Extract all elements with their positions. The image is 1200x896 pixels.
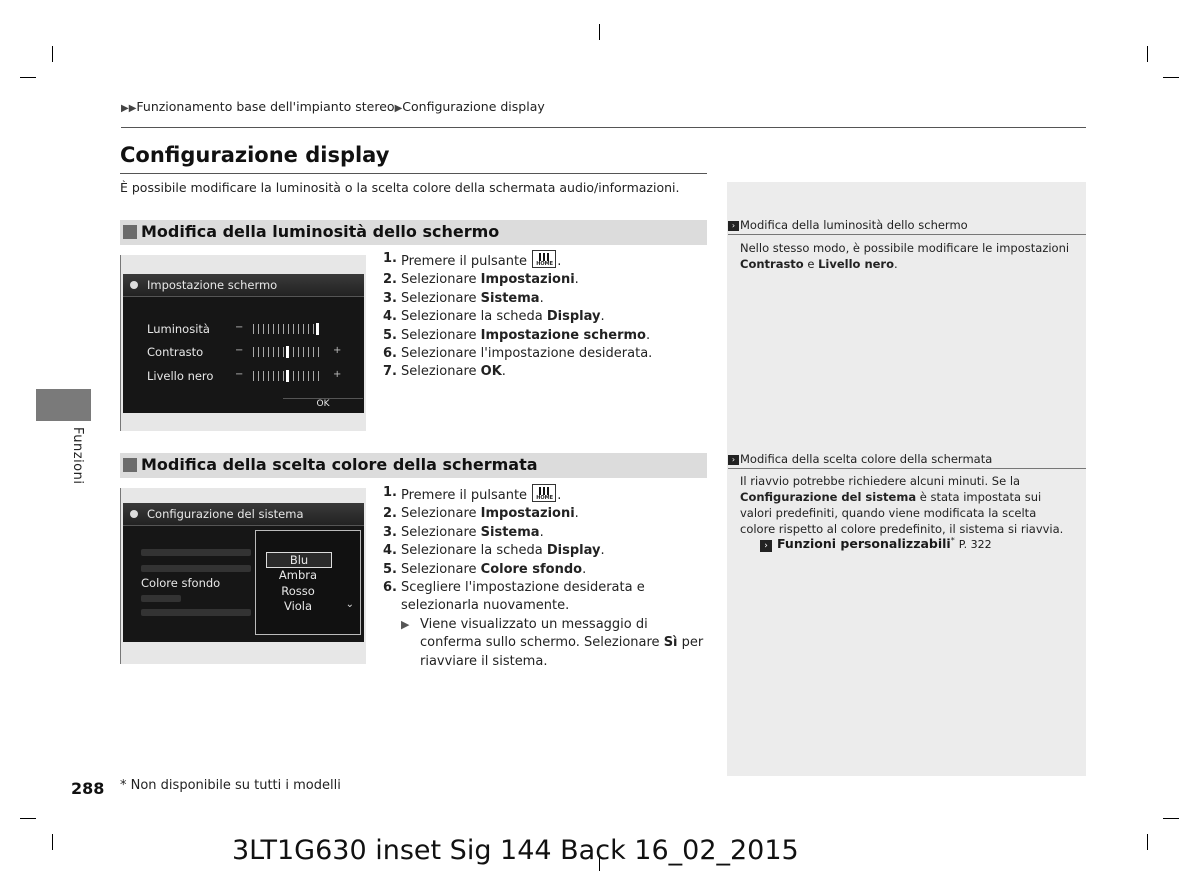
list-item-colore-sfondo[interactable]: Colore sfondo [141,576,221,590]
display-screen [123,503,364,642]
step-item: 4. Selezionare la scheda Display. [383,543,605,559]
display-screen [123,274,364,413]
screenshot-color [120,488,366,664]
chevron-down-icon[interactable]: ⌄ [345,599,354,610]
crop-mark [20,818,36,819]
option-blu[interactable]: Blu [266,552,332,568]
steps-brightness [383,250,708,382]
crop-mark [1163,77,1179,78]
note-icon: › [728,221,739,231]
section-heading-brightness [120,220,707,245]
cross-reference-link[interactable]: › Funzioni personalizzabili* P. 322 [760,536,992,552]
minus-icon[interactable]: − [235,322,244,333]
section-marker-icon [123,225,137,239]
list-item-faded [141,565,251,572]
step-item: 6. Selezionare l'impostazione desiderata. [383,346,653,362]
plus-icon[interactable]: + [333,345,342,356]
intro-text: È possibile modificare la luminosità o la scelta colore della schermata audio/informazioni. [120,180,680,195]
list-item-faded [141,595,181,602]
step-item: 3. Selezionare Sistema. [383,290,544,306]
setting-label: Luminosità [147,322,210,336]
note-body: Nello stesso modo, è possibile modificare le impostazioni Contrasto e Livello nero. [740,241,1070,271]
ok-button[interactable]: OK [283,398,363,411]
step-item: 2. Selezionare Impostazioni. [383,506,579,522]
minus-icon[interactable]: − [235,369,244,380]
setting-label: Livello nero [147,369,214,383]
step-item: 5. Selezionare Colore sfondo. [383,561,587,577]
footnote: * Non disponibile su tutti i modelli [120,778,341,793]
steps-color [383,484,708,671]
slider-knob[interactable] [286,370,289,382]
note-icon: › [728,455,739,465]
screen-header [123,274,364,297]
plus-icon[interactable]: + [333,369,342,380]
step-item: 4. Selezionare la scheda Display. [383,309,605,325]
page-number: 288 [71,779,105,798]
back-icon [130,510,138,518]
step-item: 6. Scegliere l'impostazione desiderata e selezionarla nuovamente. [383,580,645,614]
home-button-icon: HOME [532,250,556,268]
crop-mark [1163,818,1179,819]
livello-nero-slider[interactable] [253,371,321,381]
note-body: Il riavvio potrebbe richiedere alcuni minuti. Se la Configurazione del sistema è stata impostata sui valori predefiniti, quando viene modificata la scelta colore rispetto al colore predefinito, il sistema si riavvia. [740,474,1064,536]
breadcrumb [121,99,545,114]
step-item: 7. Selezionare OK. [383,364,506,380]
back-icon [130,281,138,289]
luminosita-slider[interactable] [253,324,319,334]
chapter-tab-label: Funzioni [70,427,85,485]
title-rule [120,173,707,174]
list-item-faded [141,549,251,556]
sub-step-item: ▶ Viene visualizzato un messaggio di conferma sullo schermo. Selezionare Sì per riavviare il sistema. [401,616,704,669]
step-item: 1. Premere il pulsante HOME . [383,485,562,503]
breadcrumb-item[interactable]: Funzionamento base dell'impianto stereo [136,99,395,114]
step-item: 3. Selezionare Sistema. [383,524,544,540]
crop-mark [1147,834,1148,850]
print-slug: 3LT1G630 inset Sig 144 Back 16_02_2015 [232,835,799,866]
setting-label: Contrasto [147,345,204,359]
screen-title: Configurazione del sistema [147,507,304,521]
page-title: Configurazione display [120,143,390,167]
option-viola[interactable]: Viola [283,599,313,613]
contrasto-slider[interactable] [253,347,321,357]
screen-header [123,503,364,526]
list-item-faded [141,609,251,616]
crop-mark [52,46,53,62]
home-button-icon: HOME [532,484,556,502]
step-item: 5. Selezionare Impostazione schermo. [383,327,651,343]
crop-mark [52,834,53,850]
step-item: 1. Premere il pulsante HOME . [383,251,562,269]
reference-arrow-icon: › [760,540,772,552]
option-ambra[interactable]: Ambra [278,568,318,582]
step-item: 2. Selezionare Impostazioni. [383,272,579,288]
color-dropdown[interactable] [255,530,361,635]
header-rule [121,127,1086,128]
section-heading-color [120,453,707,478]
screen-title: Impostazione schermo [147,278,278,292]
breadcrumb-arrows-icon: ▶▶ [121,103,137,114]
minus-icon[interactable]: − [235,345,244,356]
section-title: Modifica della luminosità dello schermo [141,222,500,241]
breadcrumb-separator-icon: ▶ [394,103,403,114]
note-heading: › Modifica della luminosità dello schermo [728,218,1086,235]
breadcrumb-item-current: Configurazione display [402,99,545,114]
option-rosso[interactable]: Rosso [281,584,315,598]
screenshot-brightness [120,255,366,431]
section-title: Modifica della scelta colore della schermata [141,455,538,474]
crop-mark [20,77,36,78]
crop-mark [1147,46,1148,62]
chapter-tab[interactable] [36,389,91,421]
section-marker-icon [123,458,137,472]
result-arrow-icon: ▶ [401,617,410,631]
crop-mark [599,24,600,40]
slider-knob[interactable] [286,346,289,358]
slider-knob[interactable] [316,323,319,335]
note-heading: › Modifica della scelta colore della schermata [728,452,1086,469]
